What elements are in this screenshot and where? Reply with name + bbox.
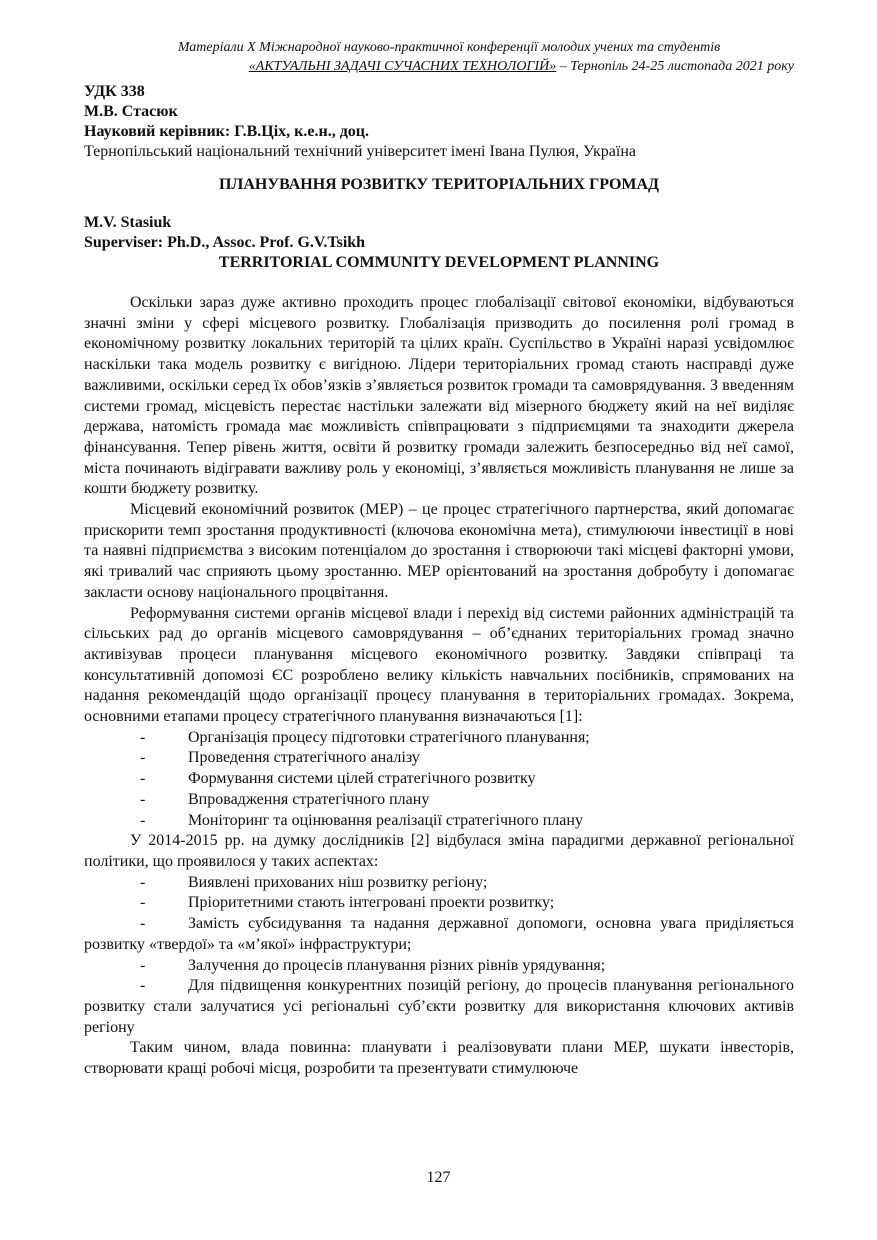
list-dash: - (140, 790, 146, 808)
list-item (84, 790, 794, 811)
running-header (84, 38, 794, 76)
header-title-line (84, 57, 794, 76)
list-item (84, 728, 794, 749)
affiliation: Тернопільський національний технічний університет імені Івана Пулюя, Україна (84, 143, 636, 160)
policy-aspects-list (84, 873, 794, 1039)
author-name-ua: М.В. Стасюк (84, 103, 178, 120)
author-block (84, 82, 794, 162)
list-item (84, 769, 794, 790)
header-conference-title: «АКТУАЛЬНІ ЗАДАЧІ СУЧАСНИХ ТЕХНОЛОГІЙ» (248, 59, 557, 74)
list-item-text: Пріоритетними стають інтегровані проекти розвитку; (188, 894, 555, 912)
list-item (84, 748, 794, 769)
list-dash: - (140, 915, 146, 933)
list-item (84, 811, 794, 832)
udk-code: УДК 338 (84, 83, 145, 100)
list-item-text: Для підвищення конкурентних позицій регіону, до процесів планування регіонального розвитку стали залучатися усі регіональні суб’єкти розвитку для використання ключових активів регіону (84, 977, 794, 1036)
paragraph: У 2014-2015 рр. на думку дослідників [2] відбулася зміна парадигми державної регіональної політики, що проявилося у таких аспектах: (84, 832, 794, 870)
list-item-text: Замість субсидування та надання державної допомоги, основна увага приділяється розвитку «твердої» та «м’якої» інфраструктури; (84, 915, 794, 953)
list-dash: - (140, 811, 146, 829)
list-dash: - (140, 749, 146, 767)
article-body (84, 293, 794, 1080)
planning-stages-list (84, 728, 794, 832)
list-item-text: Впровадження стратегічного плану (188, 790, 430, 808)
header-conference-line: Матеріали X Міжнародної науково-практичної конференції молодих учених та студентів (177, 40, 721, 55)
author-name-en: M.V. Stasiuk (84, 214, 172, 231)
list-dash: - (140, 728, 146, 746)
supervisor-ua: Науковий керівник: Г.В.Ціх, к.е.н., доц. (84, 123, 369, 140)
paragraph: Оскільки зараз дуже активно проходить процес глобалізації світової економіки, відбуваються значні зміни у сфері місцевого розвитку. Глобалізація призводить до посилення ролі громад в економічному розвитку локальних територій та цілих країн. Суспільство в Україні наразі усвідомлює наскільки така модель розвитку є вигідною. Лідери територіальних громад стають насправді дуже важливими, оскільки серед їх обов’язків з’являється розвиток громади та самоврядування. З введенням системи громад, місцевість перестає настільки залежати від мізерного бюджету який на неї виділяє держава, натомість громада має можливість співпрацювати з підприємцями та знаходити джерела фінансування. Тепер рівень життя, освіти й розвитку громади залежить безпосередньо від неї самої, міста починають відігравати важливу роль у економіці, з’являється можливість планування не лише за кошти бюджету розвитку. (84, 294, 794, 498)
paragraph: Місцевий економічний розвиток (МЕР) – це процес стратегічного партнерства, який допомагає прискорити темп зростання продуктивності (ключова економічна мета), стимулюючи інвестиції в нові та наявні підприємства з високим потенціалом до зростання і створюючи такі місцеві факторні умови, які тривалий час сприяють цьому зростанню. МЕР орієнтований на зростання добробуту і допомагає закласти основу національного процвітання. (84, 501, 794, 601)
list-dash: - (140, 770, 146, 788)
list-item (84, 976, 794, 1038)
list-item-text: Залучення до процесів планування різних рівнів урядування; (188, 956, 606, 974)
paragraph: Таким чином, влада повинна: планувати і реалізовувати плани МЕР, шукати інвесторів, створювати кращі робочі місця, розробити та презентувати стимулююче (84, 1039, 794, 1078)
list-item (84, 914, 794, 955)
supervisor-en: Superviser: Ph.D., Assoc. Prof. G.V.Tsikh (84, 234, 366, 251)
page-content (84, 38, 794, 1080)
paper-title-en: TERRITORIAL COMMUNITY DEVELOPMENT PLANNING (218, 254, 660, 271)
header-location-date: – Тернопіль 24-25 листопада 2021 року (556, 59, 794, 74)
page-number: 127 (426, 1169, 451, 1186)
list-item-text: Проведення стратегічного аналізу (188, 749, 420, 767)
list-item-text: Формування системи цілей стратегічного розвитку (188, 770, 536, 788)
list-dash: - (140, 873, 146, 891)
list-item-text: Моніторинг та оцінювання реалізації стратегічного плану (188, 811, 583, 829)
list-item-text: Виявлені прихованих ніш розвитку регіону; (188, 873, 488, 891)
list-dash: - (140, 977, 146, 995)
list-item-text: Організація процесу підготовки стратегічного планування; (188, 728, 590, 746)
paragraph: Реформування системи органів місцевої влади і перехід від системи районних адміністрацій та сільських рад до органів місцевого самоврядування – об’єднаних територіальних громад значно активізував процеси планування місцевого економічного розвитку. Завдяки співпраці та консультативній допомозі ЄС розроблено велику кількість навчальних посібників, спрямованих на надання рекомендацій щодо організації процесу планування в територіальних громадах. Зокрема, основними етапами процесу стратегічного планування визначаються [1]: (84, 604, 794, 726)
list-dash: - (140, 894, 146, 912)
list-item (84, 873, 794, 894)
english-block (84, 213, 794, 253)
paper-title-ua: ПЛАНУВАННЯ РОЗВИТКУ ТЕРИТОРІАЛЬНИХ ГРОМАД (218, 176, 660, 193)
list-dash: - (140, 956, 146, 974)
list-item (84, 956, 794, 977)
list-item (84, 893, 794, 914)
